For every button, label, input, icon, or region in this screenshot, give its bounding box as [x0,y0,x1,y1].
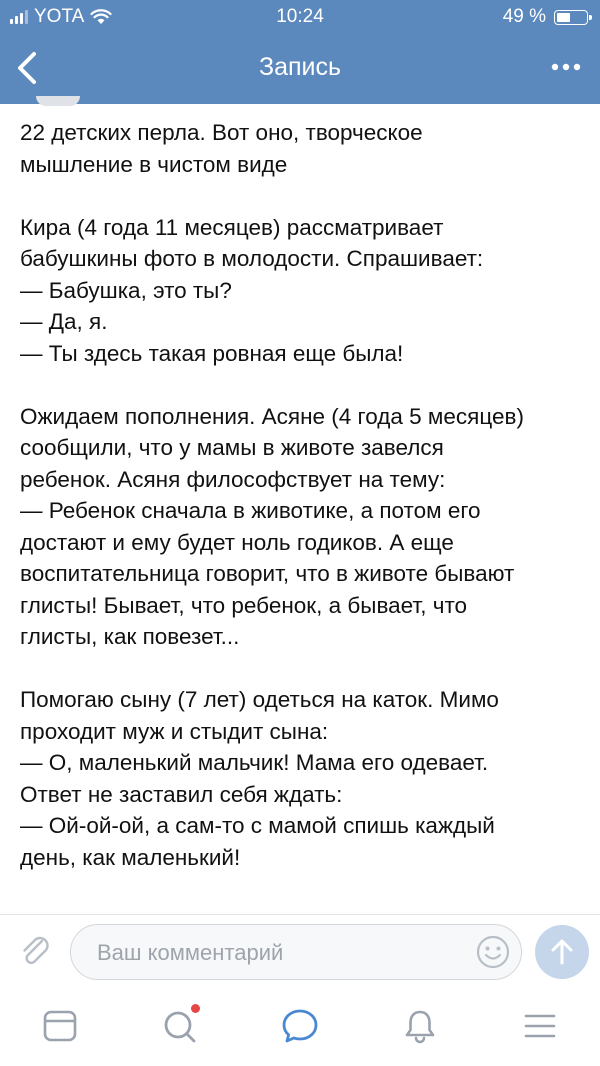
battery-percent: 49 % [502,6,546,27]
post-line: — Бабушка, это ты? [20,277,232,303]
post-line: воспитательница говорит, что в животе бывают [20,561,515,586]
post-line: достают и ему будет ноль годиков. А еще [20,529,454,555]
post-line: бабушкины фото в молодости. Спрашивает: [20,246,484,271]
tab-search[interactable] [160,1006,200,1046]
tab-news[interactable] [40,1006,80,1046]
smile-icon[interactable] [475,934,511,970]
post-line: ребенок. Асяня философствует на тему: [20,466,446,492]
battery-fill [557,13,570,22]
notification-dot [191,1004,200,1013]
attach-button[interactable] [16,931,56,971]
post-line: день, как маленький! [20,844,241,870]
comment-input[interactable] [70,924,522,980]
post-paragraph [20,684,588,873]
status-time: 10:24 [276,6,324,27]
comment-placeholder: Ваш комментарий [97,940,284,965]
post-line: Ожидаем пополнения. Асяне (4 года 5 месяцев) [20,403,524,429]
post-paragraph [20,117,588,180]
post-line: — Ой-ой-ой, а сам-то с мамой спишь каждый [20,813,495,838]
nav-bar [0,34,600,104]
post-text [20,117,588,873]
app-header [0,0,600,104]
bell-icon [400,1006,440,1046]
post-line: — Да, я. [20,309,108,334]
post-line: Ответ не заставил себя ждать: [20,781,343,807]
send-button[interactable] [535,925,589,979]
avatar [36,96,80,106]
comment-bar [0,914,600,991]
post-line: глисты, как повезет... [20,624,240,649]
status-right [503,6,588,28]
post-line: проходит муж и стыдит сына: [20,718,329,744]
page-title: Запись [258,53,342,81]
messages-icon [280,1006,320,1046]
post-line: 22 детских перла. Вот оно, творческое [20,120,423,145]
tab-notifications[interactable] [400,1006,440,1046]
tab-menu[interactable] [520,1006,560,1046]
more-button[interactable] [546,52,586,82]
post-line: глисты! Бывает, что ребенок, а бывает, что [20,592,468,618]
more-dots-icon [546,52,586,82]
post-line: сообщили, что у мамы в животе завелся [20,435,444,460]
post-paragraph [20,401,588,653]
paperclip-icon [16,931,56,971]
carrier-name: YOTA [34,6,85,27]
post-line: Кира (4 года 11 месяцев) рассматривает [20,214,444,240]
post-line: — Ребенок сначала в животике, а потом его [20,498,481,523]
post-line: — О, маленький мальчик! Мама его одевает. [20,750,489,775]
tab-bar [0,990,600,1066]
post-line: мышление в чистом виде [20,151,288,177]
tab-messages[interactable] [280,1006,320,1046]
status-bar [0,0,600,34]
post-paragraph [20,212,588,370]
menu-icon [520,1006,560,1046]
news-feed-icon [40,1006,80,1046]
send-arrow-icon [549,938,575,966]
battery-icon [554,10,588,25]
post-line: Помогаю сыну (7 лет) одеться на каток. Мимо [20,687,499,712]
post-line: — Ты здесь такая ровная еще была! [20,340,404,366]
